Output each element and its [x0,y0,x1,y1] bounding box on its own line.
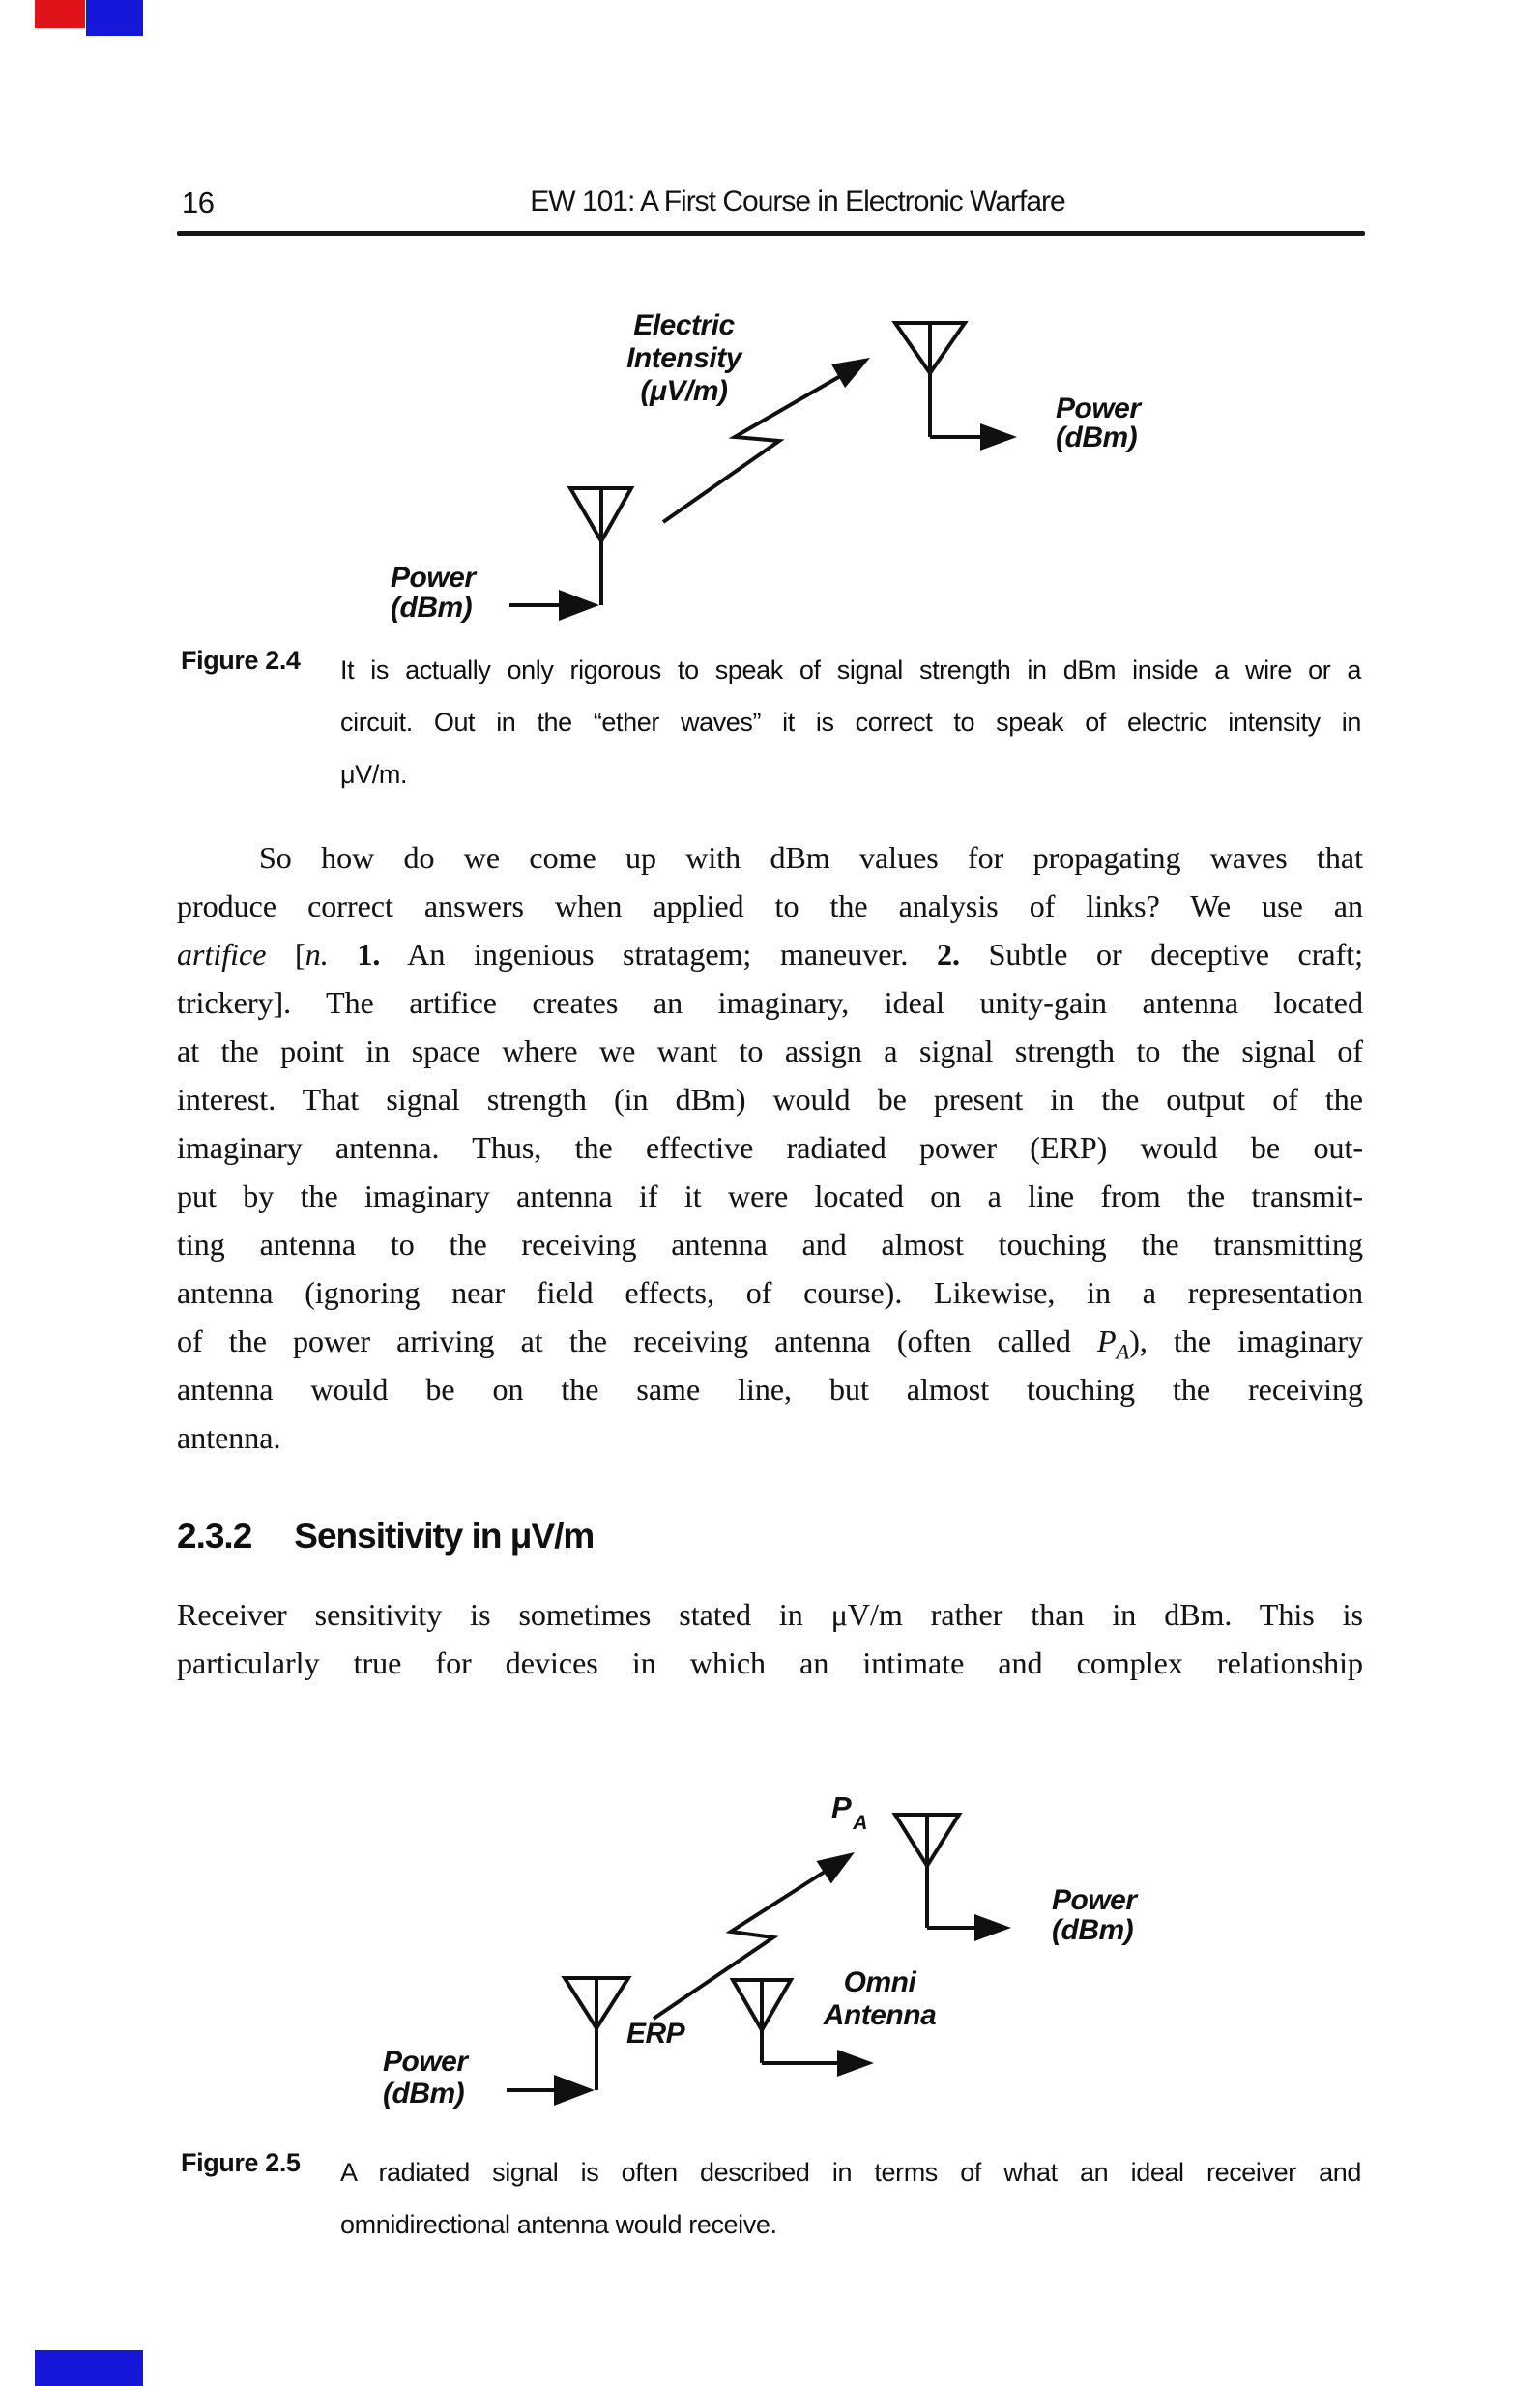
omni-antenna-label [800,1966,959,2032]
body-paragraph-1 [177,833,1363,1462]
page-number: 16 [182,186,215,219]
text-line: A radiated signal is often described in terms of what an ideal receiver and [340,2158,1361,2187]
label-line: Power [1052,1884,1137,1916]
text-line: μV/m. [340,760,408,789]
text-line: put by the imaginary antenna if it were located on a line from the transmit- [177,1178,1363,1213]
label-line: Intensity [626,342,741,374]
section-title: Sensitivity in μV/m [294,1516,595,1556]
power-out-arrow-icon [980,423,1017,451]
label-line: Power [391,562,476,594]
power-dbm-output-label [1056,394,1141,452]
label-line: Power [1056,393,1141,424]
text-line: of the power arriving at the receiving antenna (often called $P_A$), the imaginary [177,1324,1364,1364]
section-heading [177,1516,594,1557]
erp-label: ERP [626,2018,685,2050]
figure-2-5-caption-text [340,2146,1361,2251]
text-line: antenna would be on the same line, but almost touching the receiving [177,1372,1363,1407]
label-line: Power [383,2046,468,2078]
text-line: So how do we come up with dBm values for propagating waves that [259,840,1363,875]
text-line: It is actually only rigorous to speak of signal strength in dBm inside a wire or a [340,655,1361,684]
running-title: EW 101: A First Course in Electronic Warfare [530,186,1065,218]
text-line: omnidirectional antenna would receive. [340,2210,777,2239]
text-line: particularly true for devices in which an intimate and complex relationship [177,1645,1363,1680]
electric-intensity-label [580,309,788,408]
figure-2-5-caption-label: Figure 2.5 [181,2148,301,2177]
omni-out-arrow-icon [837,2050,874,2077]
text-line: antenna (ignoring near field effects, of course). Likewise, in a representation [177,1275,1363,1310]
figure-2-4-caption-label: Figure 2.4 [181,646,301,675]
header-rule [177,231,1365,236]
transmit-antenna-icon [509,488,631,621]
power-dbm-input-label [383,2046,468,2110]
text-line: produce correct answers when applied to the analysis of links? We use an [177,888,1363,923]
label-line: Electric [633,309,735,341]
figure-2-4-caption-text [340,644,1361,800]
scan-color-mark-red [35,0,85,28]
section-number: 2.3.2 [177,1516,252,1556]
label-line: Omni [843,1966,916,1998]
text-line: antenna. [177,1420,281,1455]
text-line: imaginary antenna. Thus, the effective radiated power (ERP) would be out- [177,1130,1363,1165]
label-line: (μV/m) [640,375,728,407]
pa-symbol-label [831,1790,867,1834]
pa-main: P [831,1790,852,1824]
scan-color-mark-blue-bottom [35,2350,143,2386]
text-line: circuit. Out in the “ether waves” it is correct to speak of electric intensity in [340,708,1361,737]
text-line: at the point in space where we want to assign a signal strength to the signal of [177,1033,1363,1068]
label-line: (dBm) [1056,422,1138,453]
power-in-arrow-icon [559,590,599,621]
power-dbm-input-label [391,563,476,623]
power-out-arrow-icon [974,1914,1011,1941]
label-line: (dBm) [391,592,473,624]
scan-color-mark-blue-top [86,0,143,36]
receive-antenna-icon [895,323,1017,451]
power-in-arrow-icon [554,2075,595,2106]
receive-antenna-icon [895,1815,1011,1941]
figure-2-5-diagram [507,1815,1011,2106]
transmit-antenna-icon [507,1978,628,2106]
power-dbm-output-label [1052,1885,1137,1945]
text-line: interest. That signal strength (in dBm) would be present in the output of the [177,1082,1363,1117]
body-paragraph-2 [177,1590,1363,1687]
label-line: (dBm) [1052,1914,1134,1946]
text-line: artifice [n. 1. An ingenious stratagem; maneuver. 2. Subtle or deceptive craft; [177,937,1364,972]
pa-subscript: A [853,1812,867,1834]
text-line: Receiver sensitivity is sometimes stated in μV/m rather than in dBm. This is [177,1597,1363,1632]
text-line: trickery]. The artifice creates an imaginary, ideal unity-gain antenna located [177,985,1363,1020]
label-line: Antenna [823,1999,937,2031]
label-line: (dBm) [383,2078,465,2110]
text-line: ting antenna to the receiving antenna and almost touching the transmitting [177,1227,1363,1262]
